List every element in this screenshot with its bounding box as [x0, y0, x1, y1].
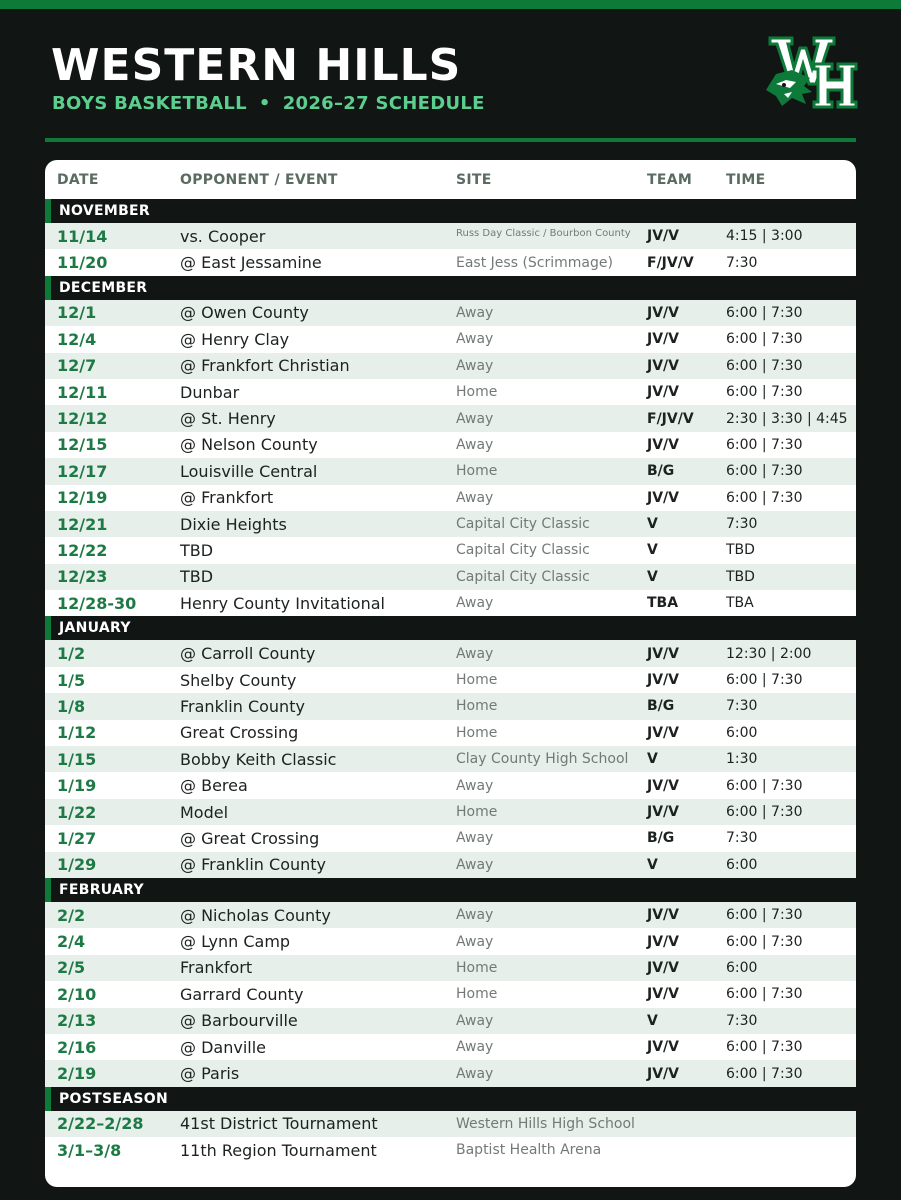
game-date: 2/22–2/28 — [57, 1114, 144, 1134]
game-site: Away — [456, 856, 494, 873]
game-site: Capital City Classic — [456, 568, 590, 585]
game-opponent: Garrard County — [180, 984, 304, 1004]
game-opponent: @ St. Henry — [180, 409, 276, 429]
table-row — [45, 825, 856, 851]
game-opponent: Dunbar — [180, 382, 240, 402]
game-team: V — [647, 568, 658, 585]
game-opponent: @ Carroll County — [180, 644, 316, 664]
game-team: V — [647, 1012, 658, 1029]
game-opponent: Frankfort — [180, 958, 253, 978]
game-site: Home — [456, 384, 498, 401]
game-date: 12/23 — [57, 567, 108, 587]
section-header-february — [45, 878, 856, 902]
sport-label: BOYS BASKETBALL — [52, 93, 247, 114]
game-team: JV/V — [647, 645, 679, 662]
game-date: 1/12 — [57, 723, 97, 743]
game-opponent: TBD — [180, 540, 214, 560]
game-time: 6:00 | 7:30 — [726, 986, 803, 1003]
game-site: Away — [456, 357, 494, 374]
game-site: Away — [456, 1012, 494, 1029]
game-team: JV/V — [647, 959, 679, 976]
game-site: Home — [456, 804, 498, 820]
game-time: 6:00 — [726, 856, 758, 873]
game-opponent: @ Berea — [180, 776, 248, 796]
game-time: 6:00 | 7:30 — [726, 489, 803, 506]
game-date: 2/13 — [57, 1011, 97, 1031]
game-time: 6:00 | 7:30 — [726, 357, 803, 374]
game-time: 6:00 — [726, 724, 758, 741]
game-opponent: Shelby County — [180, 670, 297, 690]
game-time: 6:00 | 7:30 — [726, 933, 803, 950]
table-row — [45, 458, 856, 484]
table-row — [45, 223, 856, 249]
game-site: Away — [456, 1039, 494, 1056]
game-team: V — [647, 856, 658, 873]
game-site: Away — [456, 907, 494, 924]
schedule-body — [45, 199, 856, 1164]
game-site: Home — [456, 959, 498, 976]
game-time: TBD — [726, 542, 755, 559]
game-site: Capital City Classic — [456, 542, 590, 559]
game-opponent: Great Crossing — [180, 723, 299, 743]
game-team: JV/V — [647, 777, 679, 794]
game-time: 6:00 — [726, 959, 758, 976]
game-site: Russ Day Classic / Bourbon County — [456, 228, 631, 239]
game-time: TBD — [726, 568, 755, 585]
game-team: JV/V — [647, 489, 679, 506]
subtitle-separator: • — [258, 93, 271, 114]
game-date: 3/1–3/8 — [57, 1140, 122, 1160]
game-time: 7:30 — [726, 830, 758, 847]
top-accent-stripe — [0, 0, 901, 9]
game-date: 1/22 — [57, 802, 97, 822]
game-opponent: Model — [180, 802, 229, 822]
game-time: 6:00 | 7:30 — [726, 1065, 803, 1082]
game-team: F/JV/V — [647, 410, 694, 427]
schedule-table — [45, 160, 856, 1187]
section-label: DECEMBER — [59, 279, 148, 296]
table-row — [45, 432, 856, 458]
game-date: 12/12 — [57, 409, 108, 429]
game-date: 12/19 — [57, 488, 108, 508]
game-site: Away — [456, 436, 494, 453]
game-team: JV/V — [647, 907, 679, 924]
column-site: SITE — [456, 171, 492, 188]
game-site: East Jess (Scrimmage) — [456, 254, 613, 271]
table-row — [45, 852, 856, 878]
table-row — [45, 353, 856, 379]
table-row — [45, 799, 856, 825]
game-site: Away — [456, 331, 494, 348]
table-row — [45, 379, 856, 405]
table-row — [45, 405, 856, 431]
game-opponent: @ Frankfort Christian — [180, 356, 350, 376]
game-date: 12/7 — [57, 356, 97, 376]
section-label: POSTSEASON — [59, 1090, 168, 1107]
game-site: Home — [456, 986, 498, 1003]
table-row — [45, 1060, 856, 1086]
game-opponent: @ Lynn Camp — [180, 932, 291, 952]
game-site: Away — [456, 489, 494, 506]
game-site: Home — [456, 463, 498, 480]
game-site: Away — [456, 410, 494, 427]
table-row — [45, 511, 856, 537]
game-opponent: @ Owen County — [180, 303, 309, 323]
game-time: 6:00 | 7:30 — [726, 331, 803, 348]
game-date: 2/4 — [57, 932, 86, 952]
table-row — [45, 590, 856, 616]
game-team: JV/V — [647, 1065, 679, 1082]
game-time: 4:15 | 3:00 — [726, 228, 803, 245]
column-time: TIME — [726, 171, 766, 188]
section-header-december — [45, 276, 856, 300]
game-time: TBA — [726, 595, 754, 612]
game-opponent: @ East Jessamine — [180, 253, 322, 273]
column-header-row — [45, 160, 856, 199]
table-row — [45, 1008, 856, 1034]
game-team: TBA — [647, 595, 679, 612]
game-time: 6:00 | 7:30 — [726, 907, 803, 924]
game-opponent: Louisville Central — [180, 461, 318, 481]
game-team: JV/V — [647, 436, 679, 453]
game-time: 7:30 — [726, 254, 758, 271]
section-header-january — [45, 616, 856, 640]
game-team: B/G — [647, 463, 675, 480]
game-team: JV/V — [647, 724, 679, 741]
game-team: JV/V — [647, 933, 679, 950]
table-row — [45, 902, 856, 928]
season-label: 2026–27 SCHEDULE — [282, 93, 485, 114]
game-team: JV/V — [647, 986, 679, 1003]
table-row — [45, 537, 856, 563]
table-row — [45, 693, 856, 719]
game-date: 11/14 — [57, 226, 108, 246]
game-opponent: TBD — [180, 567, 214, 587]
game-opponent: @ Paris — [180, 1064, 240, 1084]
game-site: Home — [456, 672, 498, 689]
game-date: 2/10 — [57, 984, 97, 1004]
table-row — [45, 928, 856, 954]
game-date: 1/2 — [57, 644, 86, 664]
game-team: F/JV/V — [647, 254, 694, 271]
game-team: JV/V — [647, 672, 679, 689]
game-time: 6:00 | 7:30 — [726, 672, 803, 689]
game-site: Home — [456, 698, 498, 715]
game-date: 1/8 — [57, 696, 86, 716]
game-time: 6:00 | 7:30 — [726, 1039, 803, 1056]
game-team: JV/V — [647, 228, 679, 245]
game-opponent: Henry County Invitational — [180, 593, 385, 613]
table-row — [45, 772, 856, 798]
game-date: 1/27 — [57, 828, 97, 848]
wildcat-logo — [762, 34, 858, 110]
game-date: 2/19 — [57, 1064, 97, 1084]
table-row — [45, 640, 856, 666]
game-date: 12/28-30 — [57, 593, 137, 613]
game-opponent: @ Barbourville — [180, 1011, 298, 1031]
game-date: 1/19 — [57, 776, 97, 796]
game-date: 12/4 — [57, 329, 97, 349]
game-opponent: @ Franklin County — [180, 855, 327, 875]
game-opponent: @ Henry Clay — [180, 329, 290, 349]
table-row — [45, 955, 856, 981]
game-opponent: Bobby Keith Classic — [180, 749, 337, 769]
game-team: V — [647, 542, 658, 559]
game-opponent: 41st District Tournament — [180, 1114, 378, 1134]
table-row — [45, 564, 856, 590]
game-time: 7:30 — [726, 516, 758, 533]
table-row — [45, 326, 856, 352]
page-title: WESTERN HILLS — [51, 40, 462, 91]
game-team: V — [647, 516, 658, 533]
table-row — [45, 746, 856, 772]
section-label: JANUARY — [59, 620, 131, 637]
game-date: 2/5 — [57, 958, 86, 978]
page-subtitle — [52, 93, 485, 114]
table-row — [45, 1111, 856, 1137]
game-time: 6:00 | 7:30 — [726, 463, 803, 480]
column-date: DATE — [57, 171, 99, 188]
game-opponent: @ Great Crossing — [180, 828, 320, 848]
game-site: Capital City Classic — [456, 516, 590, 533]
game-opponent: @ Frankfort — [180, 488, 274, 508]
game-site: Away — [456, 777, 494, 794]
column-opponent: OPPONENT / EVENT — [180, 171, 338, 188]
game-team: JV/V — [647, 1039, 679, 1056]
game-date: 12/21 — [57, 514, 108, 534]
game-date: 1/5 — [57, 670, 86, 690]
game-opponent: Dixie Heights — [180, 514, 287, 534]
game-time: 7:30 — [726, 1012, 758, 1029]
game-team: JV/V — [647, 331, 679, 348]
game-time: 6:00 | 7:30 — [726, 777, 803, 794]
game-site: Home — [456, 724, 498, 741]
game-site: Away — [456, 830, 494, 847]
header-divider — [45, 138, 856, 142]
game-time: 6:00 | 7:30 — [726, 804, 803, 820]
game-opponent: @ Nelson County — [180, 435, 318, 455]
game-opponent: @ Nicholas County — [180, 905, 331, 925]
game-team: JV/V — [647, 384, 679, 401]
table-row — [45, 981, 856, 1007]
game-time: 6:00 | 7:30 — [726, 304, 803, 321]
game-team: V — [647, 751, 658, 768]
game-date: 12/11 — [57, 382, 108, 402]
table-row — [45, 1034, 856, 1060]
game-site: Western Hills High School — [456, 1115, 635, 1132]
game-time: 1:30 — [726, 751, 758, 768]
game-team: JV/V — [647, 304, 679, 321]
game-site: Away — [456, 645, 494, 662]
game-site: Away — [456, 304, 494, 321]
game-team: JV/V — [647, 804, 679, 820]
game-site: Clay County High School — [456, 751, 629, 768]
game-date: 11/20 — [57, 253, 108, 273]
section-label: FEBRUARY — [59, 881, 144, 898]
table-row — [45, 249, 856, 275]
game-date: 12/1 — [57, 303, 97, 323]
table-row — [45, 667, 856, 693]
game-team: JV/V — [647, 357, 679, 374]
section-header-november — [45, 199, 856, 223]
game-date: 1/29 — [57, 855, 97, 875]
game-site: Away — [456, 595, 494, 612]
game-time: 6:00 | 7:30 — [726, 436, 803, 453]
table-row — [45, 300, 856, 326]
game-time: 12:30 | 2:00 — [726, 645, 812, 662]
section-label: NOVEMBER — [59, 203, 150, 219]
game-opponent: Franklin County — [180, 696, 305, 716]
game-date: 12/17 — [57, 461, 108, 481]
table-row — [45, 485, 856, 511]
game-time: 7:30 — [726, 698, 758, 715]
game-time: 2:30 | 3:30 | 4:45 — [726, 410, 848, 427]
table-row — [45, 1137, 856, 1163]
game-date: 2/2 — [57, 905, 86, 925]
game-date: 12/15 — [57, 435, 108, 455]
game-team: B/G — [647, 830, 675, 847]
table-row — [45, 720, 856, 746]
game-opponent: 11th Region Tournament — [180, 1140, 377, 1160]
game-opponent: vs. Cooper — [180, 226, 266, 246]
game-site: Away — [456, 933, 494, 950]
game-site: Baptist Health Arena — [456, 1142, 602, 1159]
game-date: 12/22 — [57, 540, 108, 560]
game-site: Away — [456, 1065, 494, 1082]
game-date: 2/16 — [57, 1037, 97, 1057]
game-opponent: @ Danville — [180, 1037, 266, 1057]
section-header-postseason — [45, 1087, 856, 1111]
game-time: 6:00 | 7:30 — [726, 384, 803, 401]
column-team: TEAM — [647, 171, 693, 188]
game-date: 1/15 — [57, 749, 97, 769]
game-team: B/G — [647, 698, 675, 715]
